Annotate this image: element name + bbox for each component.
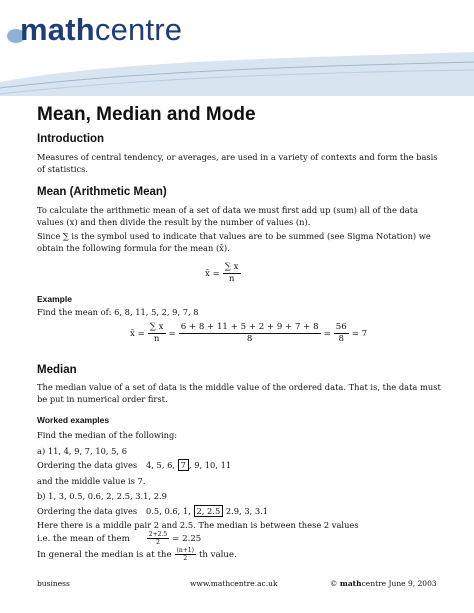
formula-numerator: ∑ x <box>224 262 239 272</box>
example-den-1: n <box>153 334 160 344</box>
median-general <box>37 547 237 562</box>
general-fraction <box>175 547 196 562</box>
general-den: 2 <box>183 555 188 562</box>
median-text: The median value of a set of data is the middle value of the ordered data. That is, the data must be put in numerical order first. <box>37 382 441 404</box>
worked-examples-heading: Worked examples <box>37 415 110 425</box>
example-den-3: 8 <box>338 334 344 344</box>
a-order-post: , 9, 10, 11 <box>188 460 232 470</box>
b-mean-result: = 2.25 <box>172 533 202 544</box>
intro-heading: Introduction <box>37 133 105 145</box>
general-post: th value. <box>198 549 237 560</box>
median-b-ordered <box>146 506 268 516</box>
footer-math: math <box>339 579 362 588</box>
median-find: Find the median of the following: <box>37 430 178 440</box>
mean-formula <box>205 262 244 285</box>
example-equals-1: = <box>168 328 176 339</box>
median-a-order-label: Ordering the data gives <box>37 460 138 470</box>
median-a-middle: and the middle value is 7. <box>37 476 146 486</box>
copyright-symbol: © <box>330 579 340 588</box>
mean-paragraph-2: Since ∑ is the symbol used to indicate that values are to be summed (see Sigma Notation) we obtain the following formula for the mean (x̄). <box>37 231 431 253</box>
general-num: (n+1) <box>176 547 194 554</box>
general-pre: In general the median is at the <box>37 549 172 560</box>
b-order-pre: 0.5, 0.6, 1, <box>146 506 191 516</box>
formula-lhs: x̄ = <box>205 268 220 279</box>
b-middle-pair-box: 2, 2.5 <box>194 505 224 517</box>
logo-math: math <box>20 12 95 47</box>
formula-denominator: n <box>228 274 235 284</box>
example-result: = 7 <box>351 328 368 339</box>
median-b-pair: Here there is a middle pair 2 and 2.5. The median is between these 2 values <box>37 520 359 530</box>
mean-heading: Mean (Arithmetic Mean) <box>37 186 167 198</box>
median-b-line: b) 1, 3, 0.5, 0.6, 2, 2.5, 3.1, 2.9 <box>37 491 167 501</box>
example-lhs: x̄ = <box>130 328 145 339</box>
example-fraction-3 <box>334 322 349 345</box>
median-a-ordered <box>146 460 231 470</box>
intro-text: Measures of central tendency, or averages, are used in a variety of contexts and form the basis of statistics. <box>37 152 438 174</box>
b-mean-num: 2+2.5 <box>148 531 168 538</box>
example-fraction-2 <box>179 322 321 345</box>
median-b-order-label: Ordering the data gives <box>37 506 138 516</box>
b-mean-fraction <box>147 531 169 546</box>
header-banner <box>0 0 474 96</box>
median-heading: Median <box>37 364 77 376</box>
example-num-3: 56 <box>335 322 347 332</box>
example-equation <box>130 322 367 345</box>
a-order-pre: 4, 5, 6, <box>146 460 176 470</box>
example-num-2: 6 + 8 + 11 + 5 + 2 + 9 + 7 + 8 <box>180 322 319 332</box>
footer-left: business <box>37 579 70 588</box>
formula-fraction <box>223 262 241 285</box>
b-mean-label: i.e. the mean of them <box>37 533 130 544</box>
b-order-post: 2.9, 3, 3.1 <box>225 506 269 516</box>
example-den-2: 8 <box>246 334 253 344</box>
footer-url: www.mathcentre.ac.uk <box>190 579 278 588</box>
median-b-mean <box>37 531 201 546</box>
logo-centre: centre <box>94 12 183 47</box>
example-heading: Example <box>37 294 72 304</box>
footer-date: centre June 9, 2003 <box>361 579 437 588</box>
mean-paragraph-1: To calculate the arithmetic mean of a set of data we must first add up (sum) all of the data values (x) and then divide the result by the number of values (n). <box>37 205 419 227</box>
a-middle-value-box: 7 <box>178 459 189 471</box>
example-equals-2: = <box>323 328 331 339</box>
mathcentre-logo <box>20 12 182 48</box>
b-mean-den: 2 <box>156 539 160 546</box>
median-a-line: a) 11, 4, 9, 7, 10, 5, 6 <box>37 446 127 456</box>
page-title: Mean, Median and Mode <box>37 104 256 125</box>
example-text: Find the mean of: 6, 8, 11, 5, 2, 9, 7, 8 <box>37 307 199 317</box>
example-num-1: ∑ x <box>149 322 164 332</box>
footer-copyright <box>330 579 437 588</box>
example-fraction-1 <box>148 322 166 345</box>
